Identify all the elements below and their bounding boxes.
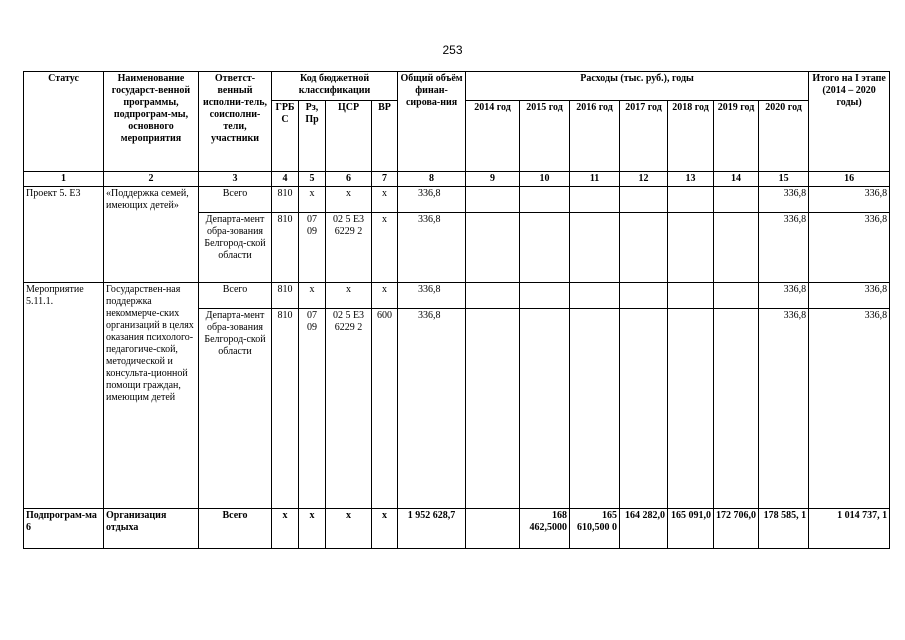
cell-2020: 336,8 xyxy=(759,187,809,213)
col-num: 2 xyxy=(104,172,199,187)
cell-rz: х xyxy=(299,187,326,213)
col-num: 4 xyxy=(272,172,299,187)
cell-stage-total: 336,8 xyxy=(809,213,890,283)
row-responsible: Всего xyxy=(199,509,272,549)
cell-total: 1 952 628,7 xyxy=(398,509,466,549)
cell-2018 xyxy=(668,309,714,509)
cell-2016 xyxy=(570,187,620,213)
col-num: 14 xyxy=(714,172,759,187)
cell-2017 xyxy=(620,213,668,283)
cell-grbs: 810 xyxy=(272,213,299,283)
cell-2015 xyxy=(520,309,570,509)
cell-rz: х xyxy=(299,509,326,549)
col-num: 16 xyxy=(809,172,890,187)
row-status: Подпрограм-ма 6 xyxy=(24,509,104,549)
row-responsible: Всего xyxy=(199,187,272,213)
header-year-2017: 2017 год xyxy=(620,101,668,172)
col-num: 12 xyxy=(620,172,668,187)
budget-table xyxy=(23,71,890,549)
row-name: Организация отдыха xyxy=(104,509,199,549)
cell-grbs: х xyxy=(272,509,299,549)
cell-vr: х xyxy=(372,213,398,283)
cell-2017 xyxy=(620,309,668,509)
header-year-2015: 2015 год xyxy=(520,101,570,172)
cell-vr: х xyxy=(372,187,398,213)
header-year-2014: 2014 год xyxy=(466,101,520,172)
cell-stage-total: 1 014 737, 1 xyxy=(809,509,890,549)
cell-stage-total: 336,8 xyxy=(809,309,890,509)
table-row xyxy=(24,283,890,309)
cell-total: 336,8 xyxy=(398,187,466,213)
header-row-top xyxy=(24,72,890,101)
cell-total: 336,8 xyxy=(398,309,466,509)
cell-rz: 07 09 xyxy=(299,213,326,283)
cell-stage-total: 336,8 xyxy=(809,187,890,213)
header-status: Статус xyxy=(24,72,104,172)
cell-total: 336,8 xyxy=(398,283,466,309)
header-expenses: Расходы (тыс. руб.), годы xyxy=(466,72,809,101)
cell-2019 xyxy=(714,187,759,213)
cell-2018: 165 091,0 xyxy=(668,509,714,549)
header-year-2020: 2020 год xyxy=(759,101,809,172)
header-stage-total: Итого на I этапе (2014 – 2020 годы) xyxy=(809,72,890,172)
cell-csr: 02 5 Е3 6229 2 xyxy=(326,309,372,509)
cell-2020: 178 585, 1 xyxy=(759,509,809,549)
col-num: 11 xyxy=(570,172,620,187)
header-responsible: Ответст-венный исполни-тель, соисполни-тели, участники xyxy=(199,72,272,172)
cell-csr: х xyxy=(326,509,372,549)
cell-2019 xyxy=(714,309,759,509)
cell-vr: х xyxy=(372,283,398,309)
header-year-2016: 2016 год xyxy=(570,101,620,172)
header-rz: Рз, Пр xyxy=(299,101,326,172)
cell-2016 xyxy=(570,309,620,509)
row-status: Мероприятие 5.11.1. xyxy=(24,283,104,509)
cell-grbs: 810 xyxy=(272,283,299,309)
header-vr: ВР xyxy=(372,101,398,172)
row-status: Проект 5. Е3 xyxy=(24,187,104,283)
col-num: 5 xyxy=(299,172,326,187)
cell-csr: 02 5 Е3 6229 2 xyxy=(326,213,372,283)
col-num: 10 xyxy=(520,172,570,187)
col-num: 13 xyxy=(668,172,714,187)
cell-2018 xyxy=(668,187,714,213)
col-num: 15 xyxy=(759,172,809,187)
row-responsible: Департа-мент обра-зования Белгород-ской области xyxy=(199,213,272,283)
cell-2020: 336,8 xyxy=(759,309,809,509)
header-name: Наименование государст-венной программы, подпрограм-мы, основного мероприятия xyxy=(104,72,199,172)
header-year-2018: 2018 год xyxy=(668,101,714,172)
cell-2014 xyxy=(466,187,520,213)
col-num: 7 xyxy=(372,172,398,187)
cell-2020: 336,8 xyxy=(759,283,809,309)
table-row xyxy=(24,509,890,549)
cell-2016: 165 610,500 0 xyxy=(570,509,620,549)
cell-2016 xyxy=(570,213,620,283)
cell-2020: 336,8 xyxy=(759,213,809,283)
col-num: 1 xyxy=(24,172,104,187)
header-grbs: ГРБ С xyxy=(272,101,299,172)
column-number-row xyxy=(24,172,890,187)
row-name: Государствен-ная поддержка некоммерче-ских организаций в целях оказания психолого-педагогиче-ской, методической и консульта-ционной помощи граждан, имеющим детей xyxy=(104,283,199,509)
page-number: 253 xyxy=(442,43,463,57)
col-num: 9 xyxy=(466,172,520,187)
cell-2017: 164 282,0 xyxy=(620,509,668,549)
header-year-2019: 2019 год xyxy=(714,101,759,172)
cell-2014 xyxy=(466,309,520,509)
row-responsible: Всего xyxy=(199,283,272,309)
cell-2019: 172 706,0 xyxy=(714,509,759,549)
cell-2015 xyxy=(520,283,570,309)
cell-2017 xyxy=(620,187,668,213)
col-num: 3 xyxy=(199,172,272,187)
cell-2019 xyxy=(714,283,759,309)
header-budget-code: Код бюджетной классификации xyxy=(272,72,398,101)
col-num: 8 xyxy=(398,172,466,187)
cell-2016 xyxy=(570,283,620,309)
col-num: 6 xyxy=(326,172,372,187)
cell-grbs: 810 xyxy=(272,187,299,213)
table-row xyxy=(24,187,890,213)
header-total: Общий объём финан-сирова-ния xyxy=(398,72,466,172)
cell-2019 xyxy=(714,213,759,283)
cell-2017 xyxy=(620,283,668,309)
cell-rz: х xyxy=(299,283,326,309)
cell-csr: х xyxy=(326,187,372,213)
header-csr: ЦСР xyxy=(326,101,372,172)
cell-2014 xyxy=(466,213,520,283)
cell-vr: х xyxy=(372,509,398,549)
row-name: «Поддержка семей, имеющих детей» xyxy=(104,187,199,283)
cell-2015 xyxy=(520,187,570,213)
cell-vr: 600 xyxy=(372,309,398,509)
cell-2014 xyxy=(466,509,520,549)
cell-2015 xyxy=(520,213,570,283)
cell-grbs: 810 xyxy=(272,309,299,509)
cell-rz: 07 09 xyxy=(299,309,326,509)
cell-csr: х xyxy=(326,283,372,309)
cell-2015: 168 462,5000 xyxy=(520,509,570,549)
cell-2018 xyxy=(668,213,714,283)
cell-stage-total: 336,8 xyxy=(809,283,890,309)
cell-total: 336,8 xyxy=(398,213,466,283)
cell-2014 xyxy=(466,283,520,309)
cell-2018 xyxy=(668,283,714,309)
row-responsible: Департа-мент обра-зования Белгород-ской области xyxy=(199,309,272,509)
